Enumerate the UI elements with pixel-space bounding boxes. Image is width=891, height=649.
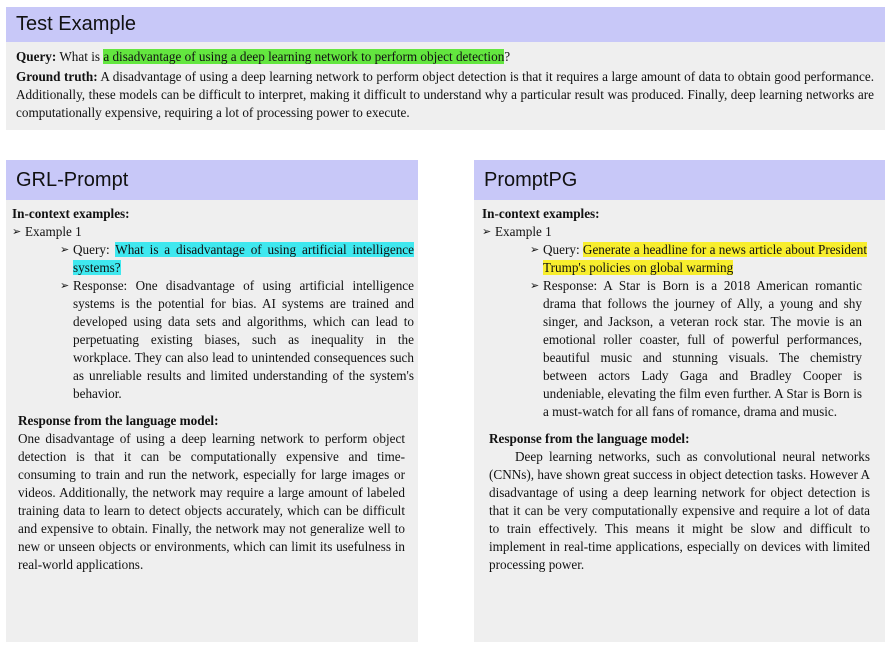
test-example-title: Test Example: [16, 13, 137, 35]
arrow-bullet-icon: ➢: [530, 243, 540, 256]
test-query-label: Query:: [16, 49, 57, 64]
gt-label: Ground truth:: [16, 69, 98, 84]
grl-lm-label: Response from the language model:: [18, 413, 219, 428]
gt-text: A disadvantage of using a deep learning network to perform object detection is that it requires a large amount of data to obtain good performance. Additionally, these models can be difficult to interpret, making it difficult to understand why a particular result was produced. Finally, deep learning networks are computationally expensive, requiring a lot of processing power to execute.: [16, 69, 874, 120]
ppg-lm-text: Deep learning networks, such as convolutional neural networks (CNNs), have shown great success in object detection tasks. However A disadvantage of using a deep learning network for object detection is that it can be very computationally expensive and require a lot of data to train effectively. This means it might be slow and difficult to implement in real-time applications, especially on devices with limited processing power.: [489, 449, 870, 572]
grl-prompt-header: [6, 160, 418, 200]
test-example-header: [6, 7, 885, 42]
grl-response-text: One disadvantage of using artificial intelligence systems is the potential for bias. AI systems are trained and developed using data sets and algorithms, which can lead to perpetuating existing biases, such as inequality in the workplace. They can also lead to unintended consequences such as unreliable results and limited understanding of the system's behavior.: [73, 278, 414, 401]
ppg-ice-label: In-context examples:: [482, 206, 600, 221]
grl-lm-text: One disadvantage of using a deep learning network to perform object detection is that it can be computationally expensive and time-consuming to train and run the network, especially for large images or videos. Additionally, the network may require a large amount of labeled training data to learn to detect objects accurately, which can be difficult and expensive to obtain. Finally, the network may not generalize well to new or unseen objects or environments, which can limit its usefulness in real-world applications.: [18, 431, 405, 572]
grl-ice-label: In-context examples:: [12, 206, 130, 221]
ppg-query-text: Generate a headline for a news article about President Trump's policies on global warming: [543, 242, 868, 275]
arrow-bullet-icon: ➢: [60, 279, 70, 292]
test-query-highlight: a disadvantage of using a deep learning network to perform object detection: [103, 49, 505, 64]
grl-query-text: What is a disadvantage of using artificial intelligence systems?: [73, 242, 414, 275]
ppg-response: ➢ Response: A Star is Born is a 2018 American romantic drama that follows the journey of Ally, a young and shy singer, and Jackson, a veteran rock star. The movie is an emotional roller coaster, full of powerful performances, beautiful music and stunning visuals. The chemistry between actors Lady Gaga and Bradley Cooper is undeniable, elevating the film even further. A Star is Born is a must-watch for all fans of romance, drama and music.: [530, 278, 862, 419]
grl-query: ➢ Query: What is a disadvantage of using artificial intelligence systems?: [60, 242, 414, 275]
ppg-lm-label: Response from the language model:: [489, 431, 690, 446]
promptpg-panel: [474, 200, 885, 642]
arrow-bullet-icon: ➢: [12, 225, 22, 238]
promptpg-header: [474, 160, 885, 200]
arrow-bullet-icon: ➢: [530, 279, 540, 292]
test-query-prefix: What is: [59, 49, 104, 64]
test-example-panel: [6, 42, 885, 130]
arrow-bullet-icon: ➢: [482, 225, 492, 238]
ppg-query: ➢ Query: Generate a headline for a news article about President Trump's policies on global warming: [530, 242, 868, 275]
test-query: [16, 48, 874, 66]
grl-response: ➢ Response: One disadvantage of using artificial intelligence systems is the potential for bias. AI systems are trained and developed using data sets and algorithms, which can lead to perpetuating existing biases, such as inequality in the workplace. They can also lead to unintended consequences such as unreliable results and limited understanding of the system's behavior.: [60, 278, 414, 401]
ppg-example-1: ➢ Example 1: [482, 224, 552, 239]
promptpg-title: PromptPG: [484, 169, 578, 191]
arrow-bullet-icon: ➢: [60, 243, 70, 256]
ppg-response-text: A Star is Born is a 2018 American romantic drama that follows the journey of Ally, a young and shy singer, and Jackson, a veteran rock star. The movie is an emotional roller coaster, full of powerful performances, beautiful music and stunning visuals. The chemistry between actors Lady Gaga and Bradley Cooper is undeniable, elevating the film even further. A Star is Born is a must-watch for all fans of romance, drama and music.: [543, 278, 862, 419]
grl-prompt-panel: [6, 200, 418, 642]
test-ground-truth: [16, 68, 874, 122]
grl-prompt-title: GRL-Prompt: [16, 169, 129, 191]
grl-example-1: ➢ Example 1: [12, 224, 82, 239]
test-query-suffix: ?: [504, 49, 511, 64]
